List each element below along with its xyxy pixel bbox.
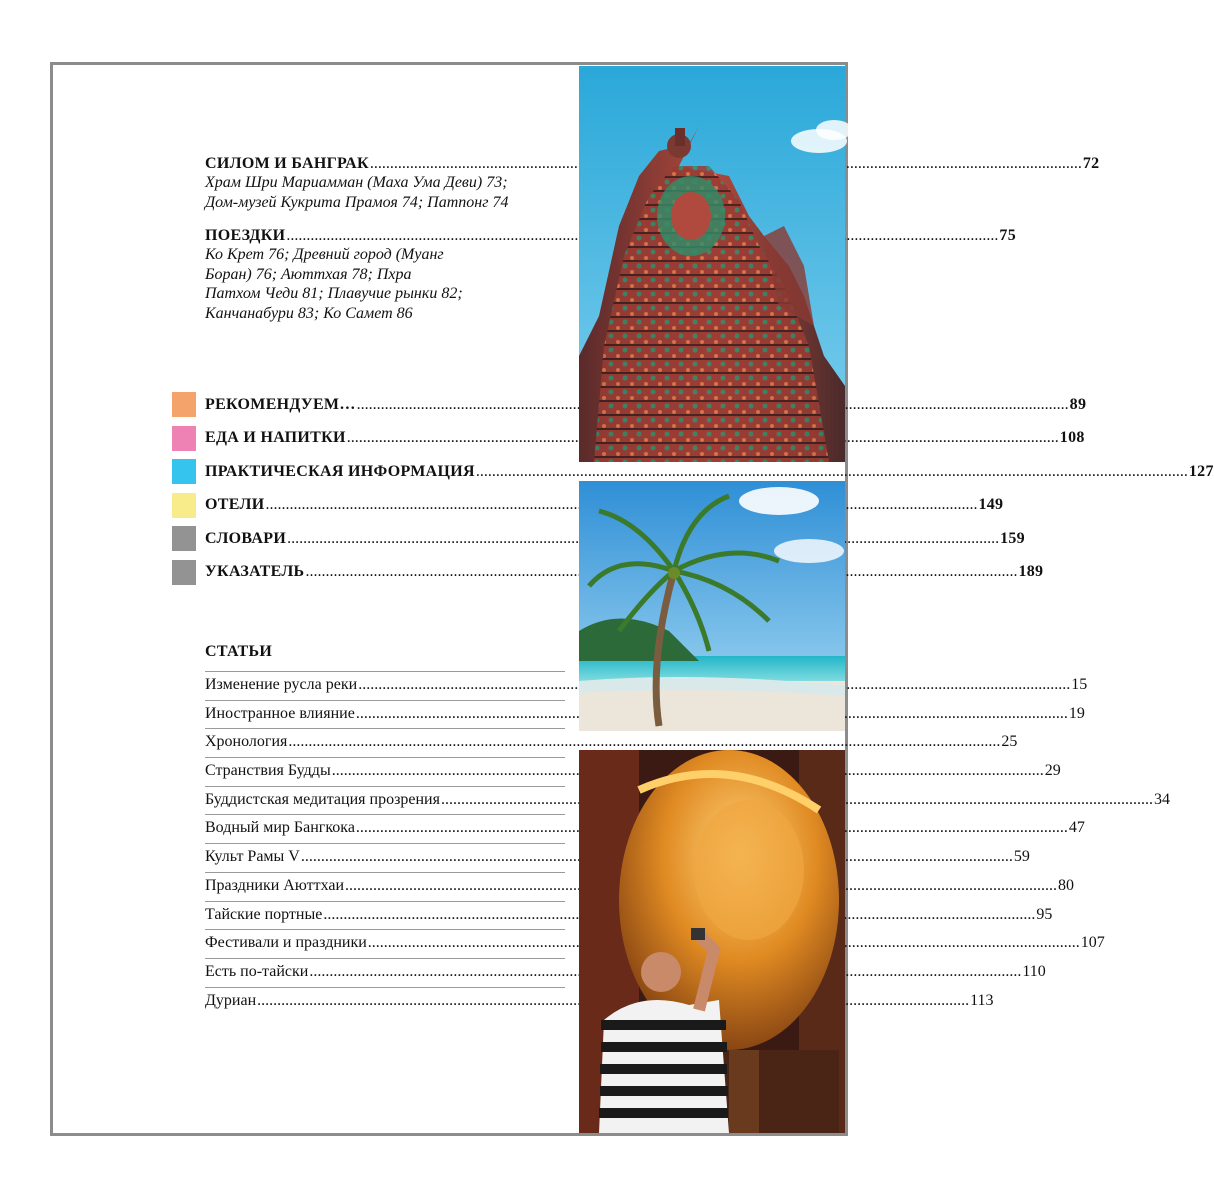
toc-section-subentries	[205, 245, 565, 323]
chapter-title: ОТЕЛИ	[205, 496, 265, 514]
article-row[interactable]	[205, 901, 1053, 930]
article-title: Иностранное влияние	[205, 704, 355, 722]
article-row[interactable]	[205, 987, 994, 1016]
article-title: Буддистская медитация прозрения	[205, 790, 440, 808]
article-page: 19	[1068, 704, 1085, 722]
articles-heading: СТАТЬИ	[205, 643, 273, 660]
color-swatch	[172, 526, 196, 551]
article-page: 59	[1013, 848, 1030, 866]
article-row[interactable]	[205, 671, 1088, 700]
toc-section-heading[interactable]	[205, 227, 1016, 245]
toc-section-heading[interactable]	[205, 155, 1100, 173]
color-swatch	[172, 493, 196, 518]
chapter-row-index[interactable]	[172, 556, 1044, 590]
article-title: Есть по-тайски	[205, 962, 309, 980]
article-page: 107	[1080, 934, 1105, 952]
article-title: Изменение русла реки	[205, 676, 358, 693]
article-page: 34	[1153, 790, 1170, 808]
subentry-line: Патхом Чеди 81; Плавучие рынки 82;	[205, 285, 463, 302]
article-row[interactable]	[205, 757, 1061, 786]
chapter-page: 189	[1018, 563, 1044, 581]
color-swatch	[172, 426, 196, 451]
chapter-title: СЛОВАРИ	[205, 529, 287, 547]
article-title: Дуриан	[205, 991, 257, 1009]
article-page: 15	[1071, 676, 1088, 693]
chapter-row-recommend[interactable]	[172, 388, 1087, 422]
temple-photo	[579, 66, 845, 462]
chapter-title: ЕДА И НАПИТКИ	[205, 429, 346, 447]
toc-page-number: 75	[999, 227, 1016, 244]
toc-section-title: ПОЕЗДКИ	[205, 227, 286, 244]
toc-page-number: 72	[1082, 155, 1100, 172]
article-row[interactable]	[205, 929, 1105, 958]
article-page: 113	[970, 991, 994, 1009]
chapter-page: 149	[978, 496, 1004, 514]
chapter-title: УКАЗАТЕЛЬ	[205, 563, 305, 581]
subentry-line: Дом-музей Кукрита Прамоя 74; Патпонг 74	[205, 193, 509, 211]
article-page: 47	[1068, 819, 1085, 837]
toc-section-subentries	[205, 173, 565, 212]
article-title: Фестивали и праздники	[205, 934, 367, 952]
color-swatch	[172, 560, 196, 585]
article-page: 95	[1036, 905, 1053, 923]
article-row[interactable]	[205, 786, 1170, 815]
chapter-page: 159	[1000, 529, 1025, 547]
toc-section-silom[interactable]	[205, 155, 1100, 212]
article-row[interactable]	[205, 814, 1085, 843]
subentry-line: Храм Шри Мариамман (Маха Ума Деви) 73;	[205, 174, 508, 191]
article-page: 110	[1022, 962, 1046, 980]
chapter-page: 108	[1059, 429, 1085, 447]
article-title: Тайские портные	[205, 905, 323, 923]
main-chapter-list	[172, 388, 1214, 589]
chapter-title: ПРАКТИЧЕСКАЯ ИНФОРМАЦИЯ	[205, 462, 475, 480]
article-title: Праздники Аюттхаи	[205, 876, 345, 894]
chapter-title: РЕКОМЕНДУЕМ…	[205, 395, 356, 413]
article-row[interactable]	[205, 700, 1085, 729]
chapter-page: 127	[1188, 462, 1214, 480]
chapter-row-dictionaries[interactable]	[172, 522, 1025, 556]
chapter-row-hotels[interactable]	[172, 489, 1004, 523]
subentry-line: Канчанабури 83; Ко Самет 86	[205, 304, 413, 322]
article-row[interactable]	[205, 728, 1018, 757]
toc-section-trips[interactable]	[205, 227, 1016, 323]
article-row[interactable]	[205, 843, 1030, 872]
reclining-buddha-photo	[579, 750, 845, 1133]
chapter-row-practical[interactable]	[172, 455, 1214, 489]
chapter-page: 89	[1069, 395, 1087, 413]
color-swatch	[172, 459, 196, 484]
chapter-row-food[interactable]	[172, 422, 1085, 456]
dot-leader	[288, 733, 1000, 751]
subentry-line: Боран) 76; Аюттхая 78; Пхра	[205, 265, 412, 283]
subentry-line: Ко Крет 76; Древний город (Муанг	[205, 246, 444, 263]
beach-palm-photo	[579, 481, 845, 731]
article-row[interactable]	[205, 958, 1046, 987]
article-title: Водный мир Бангкока	[205, 819, 355, 837]
article-title: Культ Рамы V	[205, 848, 300, 866]
article-page: 29	[1044, 762, 1061, 780]
article-page: 25	[1001, 733, 1018, 751]
toc-section-title: СИЛОМ И БАНГРАК	[205, 155, 369, 172]
color-swatch	[172, 392, 196, 417]
article-row[interactable]	[205, 872, 1075, 901]
articles-list	[205, 643, 1170, 1015]
dot-leader	[476, 463, 1188, 481]
article-page: 80	[1058, 876, 1075, 894]
article-title: Хронология	[205, 733, 288, 751]
article-title: Странствия Будды	[205, 762, 331, 780]
